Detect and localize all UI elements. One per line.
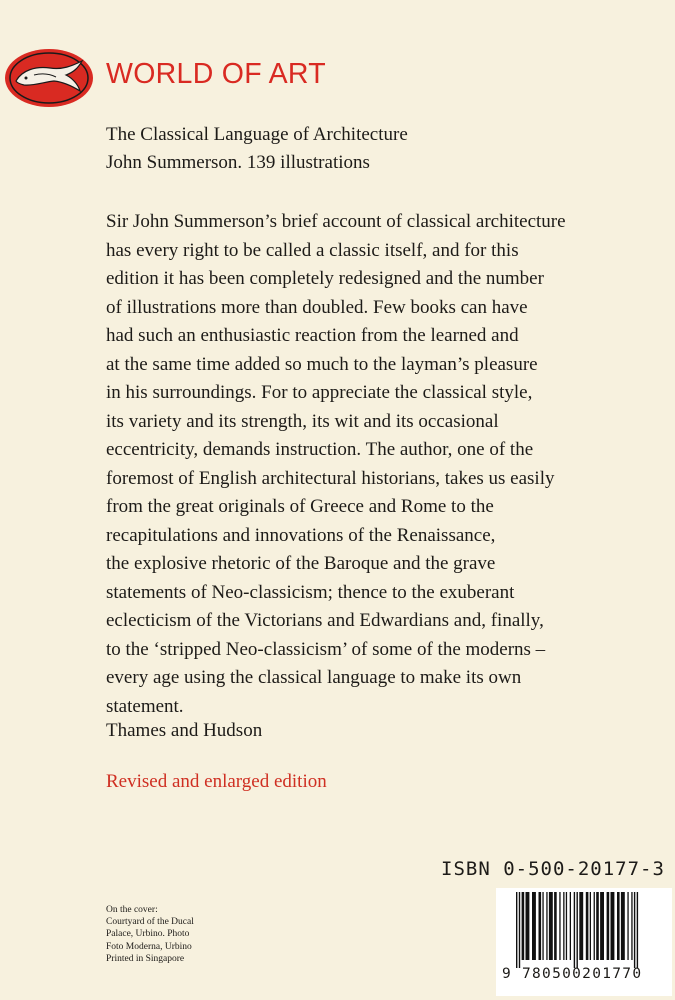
blurb-line: eclecticism of the Victorians and Edwardians and, finally,	[106, 610, 544, 631]
barcode-bar	[577, 892, 578, 968]
barcode-bar	[579, 892, 583, 960]
blurb-line: Sir John Summerson’s brief account of classical architecture	[106, 211, 566, 232]
barcode-bar	[563, 892, 564, 960]
isbn: ISBN 0-500-20177-3	[441, 858, 665, 880]
barcode-bar	[539, 892, 542, 960]
barcode-bar	[532, 892, 536, 960]
barcode-bar	[627, 892, 628, 960]
barcode	[496, 888, 672, 996]
credit-line: Courtyard of the Ducal	[106, 917, 194, 928]
edition-note: Revised and enlarged edition	[106, 771, 327, 792]
barcode-bar	[634, 892, 635, 968]
barcode-bar	[611, 892, 615, 960]
series-logo	[4, 48, 94, 108]
book-title: The Classical Language of Architecture	[106, 124, 408, 145]
blurb-line: of illustrations more than doubled. Few books can have	[106, 296, 528, 318]
barcode-bar	[617, 892, 620, 960]
barcode-bar	[522, 892, 525, 960]
cover-credits	[106, 904, 236, 965]
blurb-line: recapitulations and innovations of the Renaissance,	[106, 524, 496, 546]
blurb-line: its variety and its strength, its wit and its occasional	[106, 410, 499, 432]
blurb-line: at the same time added so much to the layman’s pleasure	[106, 353, 538, 375]
blurb-line: the explosive rhetoric of the Baroque and the grave	[106, 553, 496, 574]
barcode-bar	[554, 892, 557, 960]
series-title: WORLD OF ART	[106, 58, 327, 90]
barcode-bar	[637, 892, 638, 968]
blurb-line: every age using the classical language to make its own	[106, 667, 522, 688]
blurb-line: statements of Neo-classicism; thence to the exuberant	[106, 581, 515, 603]
credit-line: Printed in Singapore	[106, 953, 185, 964]
barcode-number: 780500201770	[522, 966, 643, 982]
blurb-line: to the ‘stripped Neo-classicism’ of some of the moderns –	[106, 638, 546, 660]
author-line: John Summerson. 139 illustrations	[106, 152, 370, 173]
barcode-bar	[590, 892, 591, 960]
barcode-bar	[631, 892, 632, 960]
blurb	[106, 208, 666, 721]
barcode-bar	[607, 892, 610, 960]
barcode-bar	[542, 892, 543, 960]
dolphin-logo-icon	[4, 48, 94, 108]
barcode-digits	[496, 966, 672, 982]
blurb-line: edition it has been completely redesigned and the number	[106, 268, 544, 289]
barcode-bar	[586, 892, 589, 960]
barcode-bar	[621, 892, 625, 960]
barcode-bar	[519, 892, 520, 968]
barcode-bar	[574, 892, 575, 968]
barcode-bar	[559, 892, 560, 960]
barcode-bar	[596, 892, 599, 960]
barcode-bar	[549, 892, 553, 960]
barcode-bar	[600, 892, 604, 960]
credit-line: Palace, Urbino. Photo	[106, 929, 190, 940]
blurb-line: foremost of English architectural historians, takes us easily	[106, 467, 555, 489]
barcode-bars	[496, 888, 672, 968]
blurb-line: had such an enthusiastic reaction from the learned and	[106, 325, 519, 346]
credit-line: On the cover:	[106, 905, 158, 915]
barcode-bar	[594, 892, 595, 960]
blurb-line: in his surroundings. For to appreciate the classical style,	[106, 382, 533, 403]
blurb-line: statement.	[106, 695, 184, 717]
barcode-bar	[516, 892, 517, 968]
barcode-first-digit: 9	[501, 966, 513, 982]
blurb-line: eccentricity, demands instruction. The author, one of the	[106, 439, 534, 460]
blurb-line: has every right to be called a classic itself, and for this	[106, 239, 519, 261]
barcode-bar	[566, 892, 567, 960]
credit-line: Foto Moderna, Urbino	[106, 941, 192, 952]
barcode-bar	[546, 892, 547, 960]
blurb-line: from the great originals of Greece and Rome to the	[106, 496, 494, 517]
barcode-bar	[570, 892, 571, 960]
publisher: Thames and Hudson	[106, 720, 263, 741]
barcode-bar	[526, 892, 530, 960]
